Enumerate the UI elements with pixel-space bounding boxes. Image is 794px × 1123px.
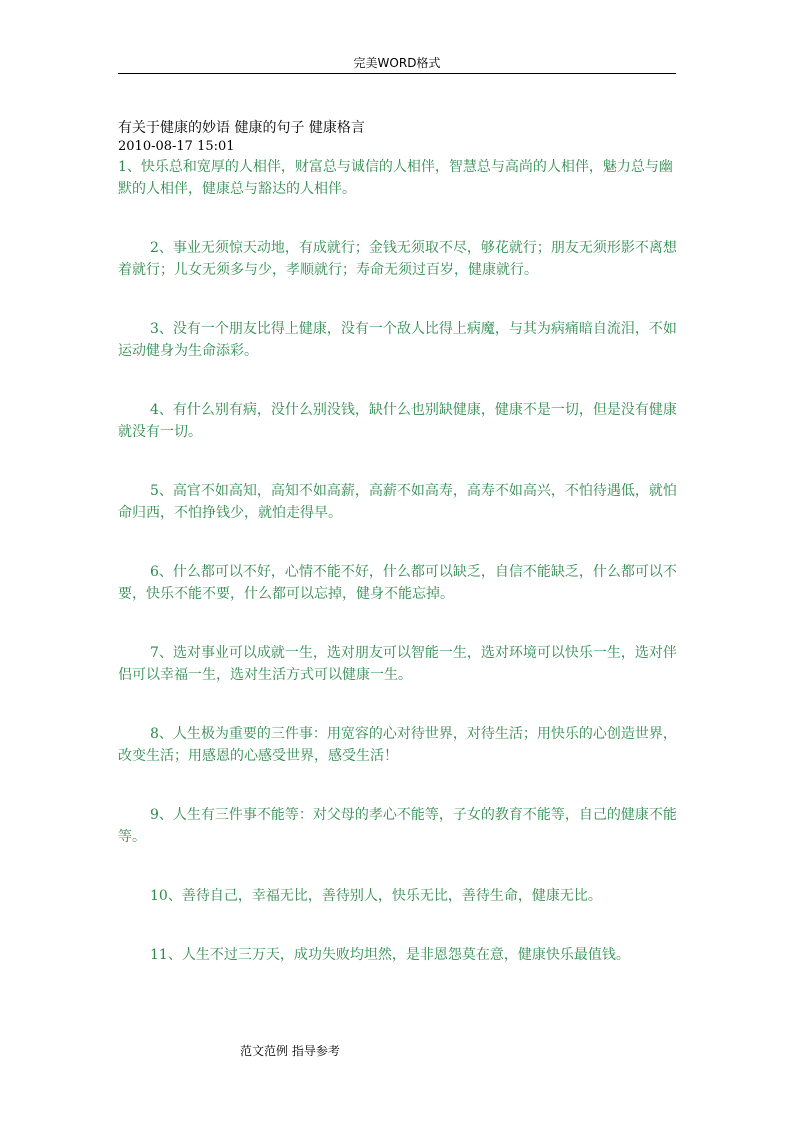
paragraph-gap [118,686,680,723]
page-footer: 范文范例 指导参考 [240,1044,340,1058]
paragraph-gap [118,200,680,237]
paragraph: 8、人生极为重要的三件事：用宽容的心对待世界，对待生活；用快乐的心创造世界，改变生活；用感恩的心感受世界，感受生活！ [118,726,677,764]
paragraph: 10、善待自己，幸福无比，善待别人，快乐无比，善待生命，健康无比。 [150,888,602,904]
article-content [118,118,680,966]
paragraph: 7、选对事业可以成就一生，选对朋友可以智能一生，选对环境可以快乐一生，选对伴侣可以幸福一生，选对生活方式可以健康一生。 [118,645,677,683]
paragraph-gap [118,524,680,561]
paragraph-gap [118,605,680,642]
header-rule [118,73,676,74]
paragraph: 1、快乐总和宽厚的人相伴，财富总与诚信的人相伴，智慧总与高尚的人相伴，魅力总与幽默的人相伴，健康总与豁达的人相伴。 [118,159,673,197]
paragraph: 6、什么都可以不好，心情不能不好，什么都可以缺乏，自信不能缺乏，什么都可以不要，快乐不能不要，什么都可以忘掉，健身不能忘掉。 [118,564,677,602]
paragraph: 5、高官不如高知，高知不如高薪，高薪不如高寿，高寿不如高兴，不怕待遇低，就怕命归西，不怕挣钱少，就怕走得早。 [118,483,677,521]
article-date: 2010-08-17 15:01 [118,139,235,154]
page-header: 完美WORD格式 [353,56,441,70]
article-title: 有关于健康的妙语 健康的句子 健康格言 [118,120,365,136]
paragraph: 11、人生不过三万天，成功失败均坦然，是非恩怨莫在意，健康快乐最值钱。 [150,947,630,963]
paragraph-gap [118,443,680,480]
paragraph: 4、有什么别有病，没什么别没钱，缺什么也别缺健康，健康不是一切，但是没有健康就没有一切。 [118,402,677,440]
paragraph-gap [118,907,680,944]
paragraph-gap [118,767,680,804]
paragraph: 9、人生有三件事不能等：对父母的孝心不能等，子女的教育不能等，自己的健康不能等。 [118,807,677,845]
paragraph-gap [118,281,680,318]
paragraph: 2、事业无须惊天动地，有成就行；金钱无须取不尽，够花就行；朋友无须形影不离想着就行；儿女无须多与少，孝顺就行；寿命无须过百岁，健康就行。 [118,240,677,278]
paragraph-gap [118,848,680,885]
paragraph: 3、没有一个朋友比得上健康，没有一个敌人比得上病魔，与其为病痛暗自流泪，不如运动健身为生命添彩。 [118,321,677,359]
paragraph-gap [118,362,680,399]
